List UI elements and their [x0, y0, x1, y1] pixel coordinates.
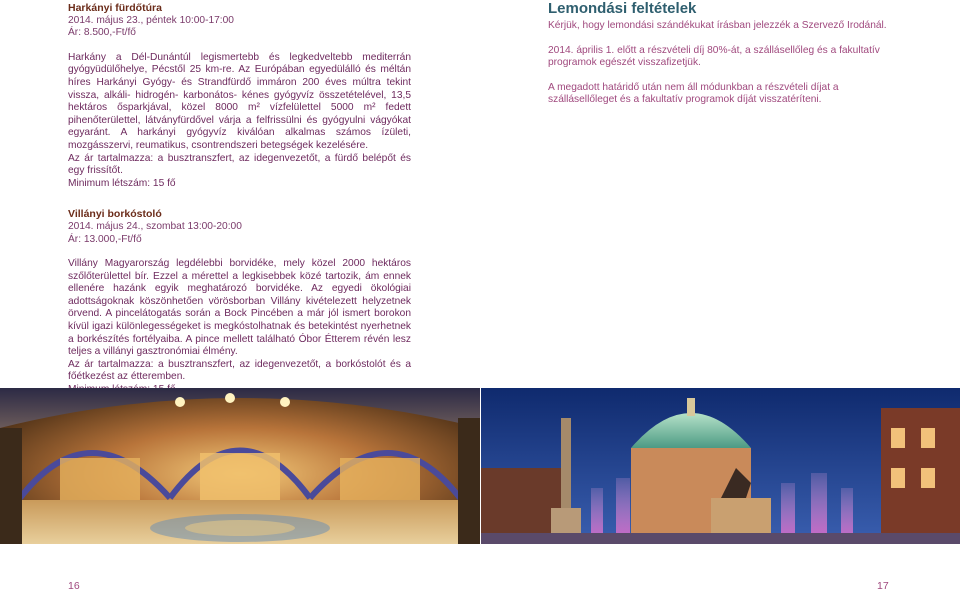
event-price: Ár: 8.500,-Ft/fő	[68, 27, 136, 39]
wine-cellar-image	[0, 388, 480, 544]
event-paragraph: Minimum létszám: 15 fő	[68, 177, 176, 189]
event-body	[68, 52, 411, 191]
event-date: 2014. május 24., szombat 13:00-20:00	[68, 220, 242, 232]
pecs-mosque-square-photo	[481, 388, 960, 544]
wine-cellar-photo	[0, 388, 480, 544]
event-villany	[68, 208, 411, 396]
event-title: Harkányi fürdőtúra	[68, 2, 162, 14]
event-body	[68, 258, 411, 397]
event-title: Villányi borkóstoló	[68, 208, 162, 221]
right-column	[548, 0, 893, 107]
event-price: Ár: 13.000,-Ft/fő	[68, 233, 142, 245]
event-paragraph: Az ár tartalmazza: a busztranszfert, az idegenvezetőt, a fürdő belépőt és egy frissítőt.	[68, 152, 411, 177]
cancellation-intro: Kérjük, hogy lemondási szándékukat írásban jelezzék a Szervező Irodánál.	[548, 20, 887, 31]
cancellation-rule: A megadott határidő után nem áll módunkban a részvételi díjat a szállásellőleget és a fakultatív programok díját visszatéríteni.	[548, 81, 839, 106]
event-date: 2014. május 23., péntek 10:00-17:00	[68, 14, 234, 26]
event-paragraph: Villány Magyarország legdélebbi borvidéke, mely közel 2000 hektáros szőlőterülettel bír. Ezzel a mérettel a legkisebbek közé tartozik, ám ennek ellenére hazánk egyik meghatározó borvidéke. Az egyedi ökológiai adottságoknak köszönhetően vörösborban Villány kivételezett helyzetnek örvend. A pincelátogatás során a Bock Pincében a már jól ismert borokon kívül igazi különlegességeket is megkóstolhatnak és betekintést nyerhetnek a borkészítés fortélyaiba. A pince mellett található Óbor Étterem révén lesz teljes a villányi gasztronómiai élmény.	[68, 258, 411, 358]
event-paragraph: Az ár tartalmazza: a busztranszfert, az idegenvezetőt, a borkóstolót és a főétkezést az étteremben.	[68, 358, 411, 383]
page-number-left: 16	[68, 580, 80, 592]
event-harkany	[68, 2, 411, 190]
left-column	[68, 2, 411, 397]
photo-strip	[0, 388, 960, 544]
mosque-night-image	[481, 388, 960, 544]
event-paragraph: Harkány a Dél-Dunántúl legismertebb és legkedveltebb mediterrán gyógyüdülőhelye, Pécstől 25 km-re. Az Európában egyedülálló és méltán híres Harkányi Gyógy- és Strandfürdő immáron 200 éves múltra tekint vissza, alkáli- hidrogén- karbonátos- kénes gyógyvíz összetételével, 13,5 hektáros ősparkjával, közel 8000 m² vízfelülettel 5000 m² fedett pihenőterülettel, látványfürdővel várja a felfrissülni és gyógyulni vágyókat egyaránt. A harkányi gyógyvíz kiválóan alkalmas számos ízületi, mozgásszervi, reumatikus, csontrendszeri betegségek kezelésére.	[68, 51, 411, 151]
cancellation-rule: 2014. április 1. előtt a részvételi díj 80%-át, a szállásellőleg és a fakultatív programok egészét visszafizetjük.	[548, 44, 880, 69]
cancellation-heading: Lemondási feltételek	[548, 0, 697, 17]
page-number-right: 17	[877, 580, 889, 592]
